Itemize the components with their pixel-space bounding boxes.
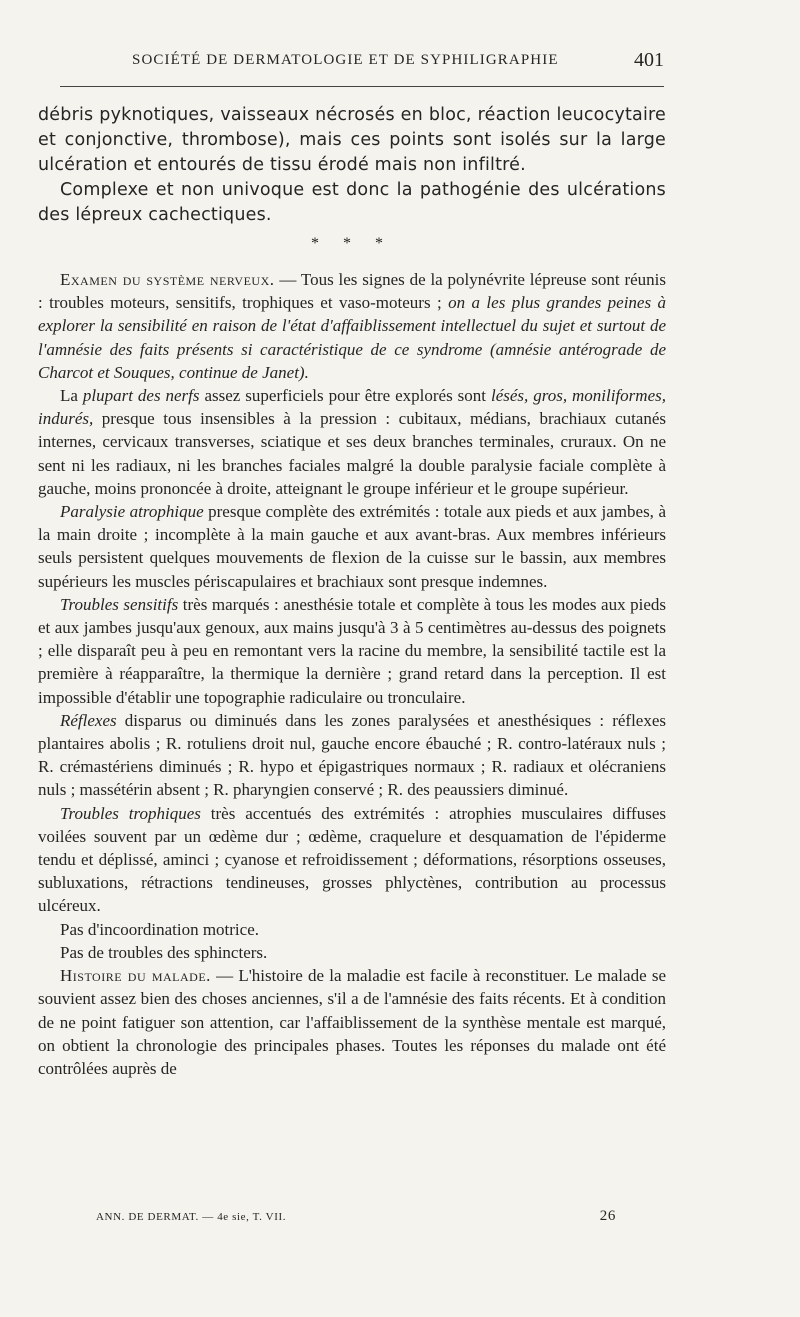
journal-title: SOCIÉTÉ DE DERMATOLOGIE ET DE SYPHILIGRAPHIE (132, 52, 559, 68)
section-heading-histoire: Histoire du malade. (60, 966, 211, 986)
sheet-number: 26 (599, 1208, 616, 1224)
header-rule (60, 86, 664, 87)
paragraph-examen-nerveux: Examen du système nerveux. — Tous les signes de la polynévrite lépreuse sont réunis : troubles moteurs, sensitifs, trophiques et vaso-moteurs ; on a les plus grandes peines à explorer la sensibilité en raison de l'état d'affaiblissement intellectuel du sujet et surtout de l'amnésie des faits présents si caractéristique de ce syndrome (amnésie antérograde de Charcot et Souques, continue de Janet). (38, 270, 666, 382)
ulceration-conclusion (38, 103, 666, 228)
page-number: 401 (634, 49, 664, 71)
paragraph-ulceration-end: débris pyknotiques, vaisseaux nécrosés en bloc, réaction leucocytaire et conjonctive, thrombose), mais ces points sont isolés sur la large ulcération et entourés de tissu érodé mais non infiltré. (38, 105, 666, 175)
paragraph-nerfs: La plupart des nerfs assez superficiels pour être explorés sont lésés, gros, moniliformes, indurés, presque tous insensibles à la pression : cubitaux, médians, brachiaux cutanés internes, cervicaux transverses, sciatique et ses deux branches terminales, cruraux. On ne sent ni les radiaux, ni les branches faciales malgré la double paralysie faciale complète à gauche, moins prononcée à droite, atteignant le groupe inférieur et le groupe supérieur. (38, 386, 666, 498)
paragraph-pathogenie: Complexe et non univoque est donc la pathogénie des ulcérations des lépreux cachectiques. (38, 180, 666, 225)
paragraph-troubles-sensitifs: Troubles sensitifs très marqués : anesthésie totale et complète à tous les modes aux pieds et aux jambes jusqu'aux genoux, aux mains jusqu'à 3 à 5 centimètres au-dessus des poignets ; elle disparaît peu à peu en remontant vers la racine du membre, la sensibilité tactile est la première à réapparaître, la thermique la dernière ; grand retard dans la perception. Il est impossible d'établir une topographie radiculaire ou tronculaire. (38, 594, 667, 707)
printer-signature: ANN. DE DERMAT. — 4e sie, T. VII. (96, 1211, 287, 1223)
section-heading-examen: Examen du système nerveux. (60, 270, 275, 289)
paragraph-histoire: Histoire du malade. — L'histoire de la maladie est facile à reconstituer. Le malade se souvient assez bien des choses anciennes, s'il a de l'amnésie des faits récents. Et à condition de ne point fatiguer son attention, car l'affaiblissement de la synthèse mentale est marqué, on obtient la chronologie des principales phases. Toutes les réponses du malade ont été contrôlées auprès de (38, 966, 666, 1078)
article-body (38, 103, 666, 1080)
paragraph-incoordination: Pas d'incoordination motrice. (60, 919, 259, 939)
paragraph-troubles-trophiques: Troubles trophiques très accentués des extrémités : atrophies musculaires diffuses voilées souvent par un œdème dur ; œdème, craquelure et desquamation de l'épiderme tendu et déplissé, aminci ; cyanose et refroidissement ; déformations, résorptions osseuses, subluxations, rétractions tendineuses, grosses phlyctènes, contribution au processus ulcéreux. (38, 803, 666, 916)
paragraph-paralysie: Paralysie atrophique presque complète des extrémités : totale aux pieds et aux jambes, à la main droite ; incomplète à la main gauche et aux avant-bras. Aux membres inférieurs seuls persistent quelques mouvements de flexion de la cuisse sur le bassin, aux membres supérieurs les muscles périscapulaires et brachiaux sont presque indemnes. (38, 502, 666, 591)
running-header (60, 49, 664, 78)
paragraph-sphincters: Pas de troubles des sphincters. (60, 942, 268, 962)
section-separator: * * * (311, 235, 393, 252)
paragraph-reflexes: Réflexes disparus ou diminués dans les zones paralysées et anesthésiques : réflexes plantaires abolis ; R. rotuliens droit nul, gauche encore ébauché ; R. contro-latéraux nuls ; R. crémastériens diminués ; R. hypo et épigastriques normaux ; R. radiaux et olécraniens nuls ; massétérin absent ; R. pharyngien conservé ; R. des peaussiers diminué. (38, 710, 666, 800)
